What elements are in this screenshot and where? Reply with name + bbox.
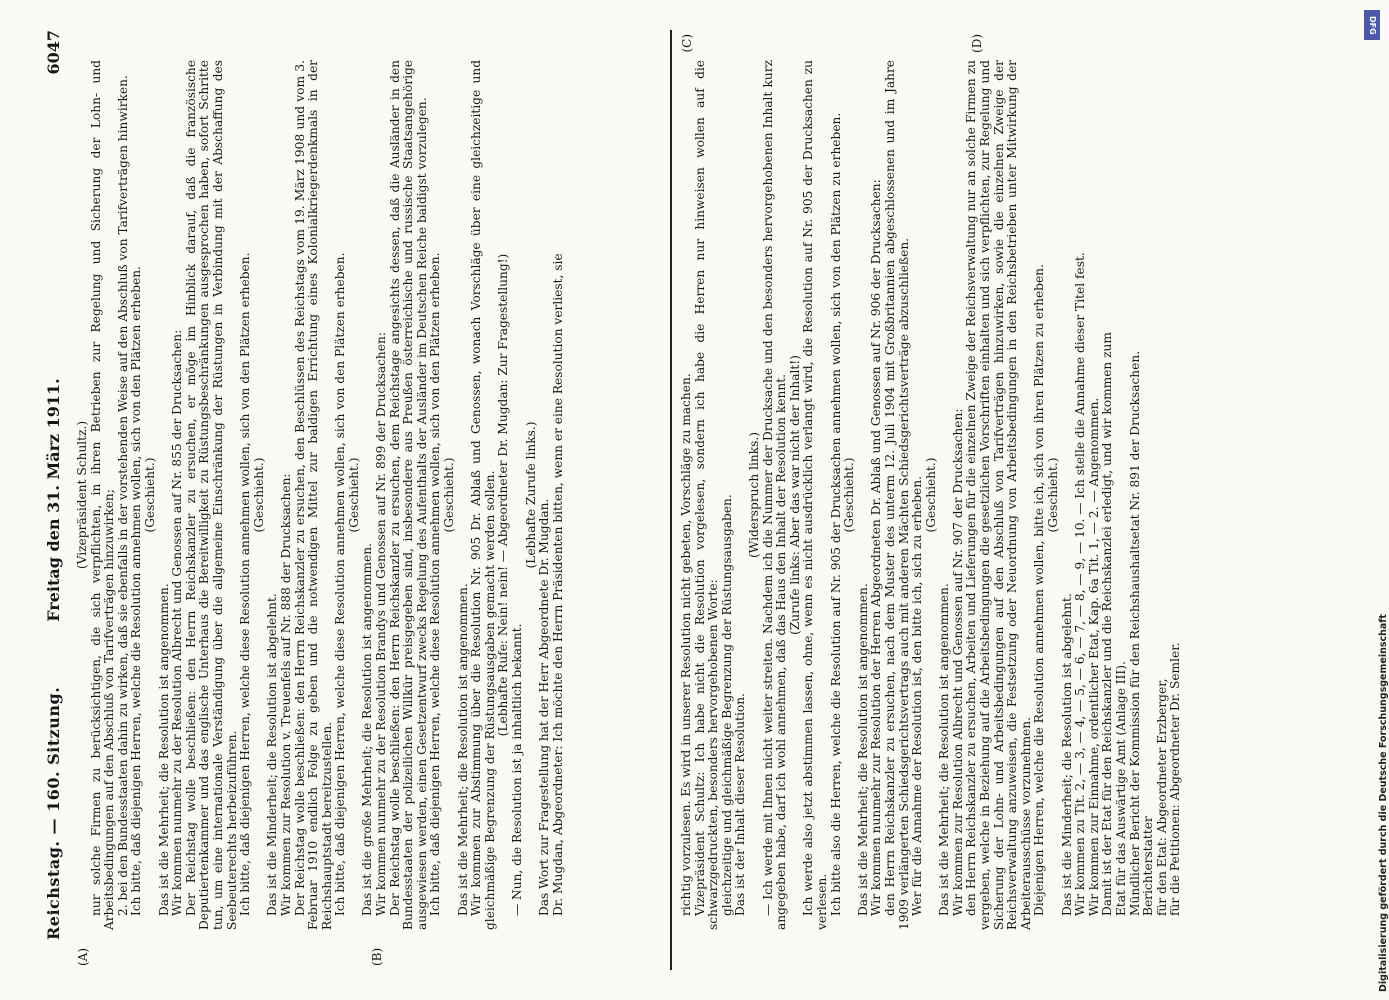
paragraph: Der Reichstag wolle beschließen: den Herrn Reichskanzler zu ersuchen, den Beschlüssen des Reichstags vom 19. März 1908 und vom 3. Februar 1910 endlich Folge zu geben und die notwendigen Mittel zur baldigen Errichtung eines Kolonialkriegerdenkmals in der Reichshauptstadt bereitzustellen. (292, 60, 334, 930)
paragraph: Ich werde also jetzt abstimmen lassen, ohne, wenn es nicht ausdrücklich verlangt wird, die Resolution auf Nr. 905 der Drucksachen zu verlesen. (801, 60, 829, 930)
paragraph: (Vizepräsident Schultz.) (75, 420, 89, 570)
paragraph: (Geschieht.) (251, 457, 266, 533)
paragraph: Der Reichstag wolle beschließen: den Herrn Reichskanzler zu ersuchen, er möge im Hinblick darauf, daß die französische Deputiertenkammer und das englische Unterhaus die Bereitwilligkeit zu Rüstungsbeschränkungen ausgesprochen haben, sofort Schritte tun, um eine internationale Verständigung über die allgemeine Einschränkung der Rüstungen in Verbindung mit der Abschaffung des Seebeuterechts herbeizuführen. (183, 60, 239, 930)
paragraph: Das ist die große Mehrheit; die Resolution ist angenommen. (360, 543, 375, 916)
paragraph: Wir kommen nunmehr zu der Resolution Brandys und Genossen auf Nr. 899 der Drucksachen: (374, 332, 389, 916)
paragraph: für die Petitionen: Abgeordneter Dr. Semler. (1168, 642, 1183, 916)
paragraph: 2. bei den Bundesstaaten dahin zu wirken, daß sie ebenfalls in der vorstehenden Weise auf den Abschluß von Tarifverträgen hinwirken. (115, 75, 130, 916)
digitization-credit (1362, 10, 1389, 992)
paragraph: Vizepräsident Schultz: Ich habe nicht die Resolution vorgelesen, sondern ich habe die Herren nur hinweisen wollen auf die schwarzgedruckten, besonders hervorgehobenen Worte: (692, 60, 721, 930)
paragraph: Das ist die Minderheit; die Resolution ist abgelehnt. (1059, 593, 1074, 916)
paragraph: (Zurufe links: Aber das war nicht der Inhalt!) (787, 355, 802, 635)
paragraph: richtig vorzulesen. Es wird in unserer Resolution nicht gebeten, Vorschläge zu machen. (679, 373, 693, 916)
dfg-logo: DFG (1364, 10, 1380, 40)
margin-mark-c: (C) (680, 34, 694, 53)
margin-mark-d: (D) (970, 34, 984, 53)
rotated-page-content (40, 30, 1330, 970)
paragraph: — Ich werde mit Ihnen nicht weiter streiten. Nachdem ich die Nummer der Drucksache und den besonders hervorgehobenen Inhalt kurz angegeben habe, darf ich wohl annehmen, daß das Haus den Inhalt der Resolution kennt. (760, 60, 789, 930)
paragraph: Etat für das Auswärtige Amt (Anlage III). (1114, 661, 1128, 916)
paragraph: Wir kommen zur Resolution Albrecht und Genossen auf Nr. 907 der Drucksachen: (950, 408, 965, 916)
paragraph: (Lebhafte Zurufe links.) (523, 421, 538, 569)
paragraph: (Geschieht.) (923, 457, 938, 533)
paragraph: (Geschieht.) (842, 457, 857, 533)
paragraph: Wer für die Annahme der Resolution ist, den bitte ich, sich zu erheben. (910, 476, 925, 916)
text-column-left (76, 60, 661, 930)
page-header (40, 30, 66, 970)
margin-mark-a: (A) (76, 947, 90, 966)
paragraph: Ich bitte, daß diejenigen Herren, welche diese Resolution annehmen wollen, sich von den Plätzen erheben. (333, 252, 348, 916)
paragraph: Wir kommen zur Resolution v. Treuenfels auf Nr. 888 der Drucksachen: (278, 473, 293, 916)
paragraph: Damit ist der Etat für den Reichskanzler und die Reichskanzlei erledigt, und wir kommen zum (1100, 332, 1115, 916)
column-divider (670, 30, 672, 970)
paragraph: den Herrn Reichskanzler zu ersuchen, Arbeiten und Lieferungen für die einzelnen Zweige der Reichsverwaltung nur an solche Firmen zu vergeben, welche in Beziehung auf die Arbeitsbedingungen die gesetzlichen Vorschriften einhalten und sich verpflichten, zur Regelung und Sicherung der Lohn- und Arbeitsbedingungen auf den Abschluß von Tarifverträgen hinzuwirken, sowie die einzelnen Zweige der Reichsverwaltung anzuweisen, die Festsetzung oder Neuordnung von Arbeitsbedingungen in den Reichsbetrieben unter Mitwirkung der Arbeiterausschüsse vorzunehmen. (964, 60, 1033, 930)
paragraph: (Lebhafte Rufe: Nein! nein! — Abgeordneter Dr. Mugdan: Zur Fragestellung!) (496, 253, 511, 737)
paragraph: (Geschieht.) (142, 457, 157, 533)
paragraph: Dr. Mugdan, Abgeordneter: Ich möchte den Herrn Präsidenten bitten, wenn er eine Resolution verliest, sie (550, 253, 565, 916)
paragraph: Das ist die Mehrheit; die Resolution ist angenommen. (855, 583, 870, 916)
paragraph: (Geschieht.) (442, 457, 457, 533)
paragraph: (Geschieht.) (1046, 457, 1061, 533)
paragraph: Wir kommen zu Tit. 2, — 3, — 4, — 5, — 6, — 7, — 8, — 9, — 10. — Ich stelle die Annahme dieser Titel fest. (1073, 252, 1088, 916)
text-column-right (680, 60, 1320, 930)
header-session: Reichstag. — 160. Sitzung. (44, 686, 63, 940)
paragraph: für den Etat: Abgeordneter Erzberger, (1154, 678, 1169, 916)
paragraph: Wir kommen zur Abstimmung über die Resolution Nr. 905 Dr. Ablaß und Genossen, wonach Vorschläge über eine gleichzeitige und gleichmäßige Begrenzung der Rüstungsausgaben gemacht werden sollen. (469, 60, 497, 930)
paragraph: Das ist die Mehrheit; die Resolution ist angenommen. (455, 583, 470, 916)
paragraph: den Herrn Reichskanzler zu ersuchen, nach dem Muster des unterm 12. Juli 1904 mit Großbritannien abgeschlossenen und im Jahre 1909 verlängerten Schiedsgerichtsvertrags auch mit anderen Mächten Schiedsgerichtsverträge abzuschließen. (882, 60, 911, 930)
paragraph: Das Wort zur Fragestellung hat der Herr Abgeordnete Dr. Mugdan. (537, 498, 552, 916)
paragraph: — Nun, die Resolution ist ja inhaltlich bekannt. (510, 623, 524, 916)
paragraph: nur solche Firmen zu berücksichtigen, die sich verpflichten, in ihren Betrieben zur Regelung und Sicherung der Lohn- und Arbeitsbedingungen auf den Abschluß von Tarifverträgen hinzuwirken; (88, 60, 117, 930)
paragraph: Ich bitte, daß diejenigen Herren, welche die Resolution annehmen wollen, sich von den Plätzen erheben. (129, 265, 144, 916)
digitization-credit-text: Digitalisierung gefördert durch die Deutsche Forschungsgemeinschaft (1378, 614, 1389, 992)
header-page-number: 6047 (44, 30, 63, 75)
paragraph: Wir kommen zur Einnahme, ordentlicher Etat, Kap. 6a Tit. 1, — 2. — Angenommen. (1086, 397, 1101, 916)
paragraph: Wir kommen nunmehr zu der Resolution Albrecht und Genossen auf Nr. 855 der Drucksachen: (170, 329, 185, 916)
paragraph: Der Reichstag wolle beschließen: den Herrn Reichskanzler zu ersuchen, dem Reichstage angesichts dessen, daß die Ausländer in den Bundesstaaten der polizeilichen Willkür preisgegeben sind, insbesondere aus Preußen österreichische und russische Staatsangehörige ausgewiesen werden, einen Gesetzentwurf zwecks Regelung des Aufenthalts der Ausländer im Deutschen Reiche baldigst vorzulegen. (387, 60, 429, 930)
paragraph: Ich bitte also die Herren, welche die Resolution auf Nr. 905 der Drucksachen annehmen wollen, sich von den Plätzen zu erheben. (828, 112, 843, 916)
paragraph: gleichzeitige und gleichmäßige Begrenzung der Rüstungsausgaben. (719, 494, 734, 916)
margin-mark-b: (B) (370, 947, 384, 966)
paragraph: Ich bitte, daß diejenigen Herren, welche diese Resolution annehmen wollen, sich von den Plätzen erheben. (238, 252, 253, 916)
paragraph: Das ist der Inhalt dieser Resolution. (733, 693, 748, 916)
paragraph: (Widerspruch links.) (746, 432, 761, 558)
paragraph: Diejenigen Herren, welche die Resolution annehmen wollen, bitte ich, sich von ihren Plätzen zu erheben. (1032, 264, 1047, 916)
paragraph: Das ist die Mehrheit; die Resolution ist angenommen. (156, 583, 171, 916)
paragraph: (Geschieht.) (346, 457, 361, 533)
paragraph: Mündlicher Bericht der Kommission für den Reichshaushaltsetat Nr. 891 der Drucksachen. (1127, 350, 1142, 916)
paragraph: Wir kommen nunmehr zur Resolution der Herren Abgeordneten Dr. Ablaß und Genossen auf Nr. 906 der Drucksachen: (869, 179, 884, 916)
header-date: Freitag den 31. März 1911. (44, 378, 63, 622)
paragraph: Das ist die Mehrheit; die Resolution ist angenommen. (937, 583, 952, 916)
paragraph: Das ist die Minderheit; die Resolution ist abgelehnt. (265, 593, 280, 916)
paragraph: Berichterstatter (1141, 816, 1156, 916)
paragraph: Ich bitte, daß diejenigen Herren, welche diese Resolution annehmen wollen, sich von den Plätzen erheben. (428, 252, 443, 916)
